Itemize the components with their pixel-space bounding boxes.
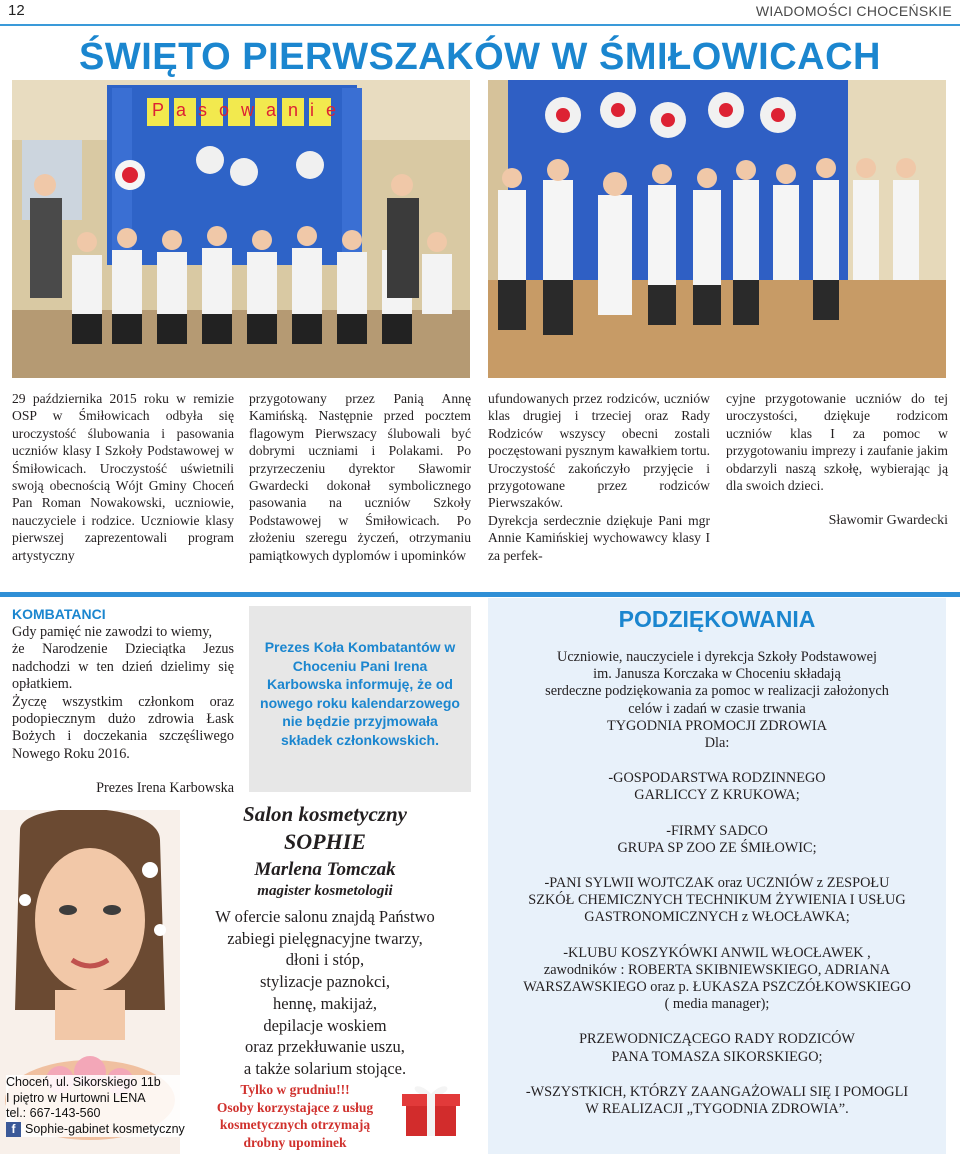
article-signature: Sławomir Gwardecki (828, 513, 948, 528)
article-column-4: cyjne przygotowanie uczniów do tej uroczystości, dziękuje rodzicom uczniów klas I za pomoc w przygotowaniu imprezy i zaufanie jakim obdarzyli naszą szkołę, wybierając ją dla swoich dzieci. (726, 391, 948, 494)
offer-line: depilacje woskiem (263, 1015, 387, 1035)
thanks-paragraph: -FIRMY SADCO GRUPA SP ZOO ZE ŚMIŁOWIC; (617, 822, 817, 856)
article-headline: ŚWIĘTO PIERWSZAKÓW W ŚMIŁOWICACH (79, 36, 881, 78)
thanks-paragraph: -KLUBU KOSZYKÓWKI ANWIL WŁOCŁAWEK , zawodników : ROBERTA SKIBNIEWSKIEGO, ADRIANA WARSZAWSKIEGO oraz p. ŁUKASZA PSZCZÓŁKOWSKIEGO ( media manager); (523, 944, 911, 1013)
kombatanci-signature: Prezes Irena Karbowska (96, 780, 234, 796)
salon-brand: SOPHIE (284, 829, 366, 854)
photo-left-illustration (12, 80, 470, 378)
salon-role: magister kosmetologii (257, 883, 393, 899)
promo-line: drobny upominek (243, 1134, 347, 1150)
salon-ad (0, 800, 470, 1154)
notice-text: Prezes Koła Kombatantów w Choceniu Pani Irena Karbowska informuję, że od nowego roku kalendarzowego nie będzie przyjmowała składek członkowskich. (260, 639, 460, 748)
photo-ceremony-left (12, 80, 470, 378)
offer-line: zabiegi pielęgnacyjne twarzy, (227, 928, 423, 948)
thanks-paragraph: Uczniowie, nauczyciele i dyrekcja Szkoły Podstawowej im. Janusza Korczaka w Choceniu składają serdeczne podziękowania za pomoc w realizacji założonych celów i zadań w czasie trwania TYGODNIA PROMOCJI ZDROWIA Dla: (545, 649, 889, 752)
salon-promo (205, 1081, 385, 1151)
section-divider (0, 592, 960, 597)
contact-location: I piętro w Hurtowni LENA (6, 1090, 146, 1105)
salon-owner: Marlena Tomczak (254, 859, 396, 880)
thanks-paragraph: -WSZYSTKICH, KTÓRZY ZAANGAŻOWALI SIĘ I POMOGLI W REALIZACJI „TYGODNIA ZDROWIA”. (525, 1083, 909, 1118)
section-title: WIADOMOŚCI CHOCEŃSKIE (755, 3, 952, 19)
offer-line: hennę, makijaż, (273, 993, 377, 1013)
kombatanci-title: KOMBATANCI (12, 606, 106, 622)
salon-name: Salon kosmetyczny (243, 802, 407, 826)
promo-line: Tylko w grudniu!!! (240, 1082, 350, 1097)
article-column-1: 29 października 2015 roku w remizie OSP w Śmiłowicach odbyła się uroczystość ślubowania i pasowania uczniów klasy I Szkoły Podstawowej w Śmiłowicach. Uroczystość uświetnili swoją obecnością Wójt Gminy Choceń Pan Roman Nowakowski, uczniowie, nauczyciele i rodzice. Uczniowie klasy pierwszej zaprezentowali program artystyczny (12, 391, 234, 563)
thanks-box (488, 598, 946, 1154)
photo-banner-text: Pasowanie (152, 100, 349, 120)
offer-line: a także solarium stojące. (243, 1058, 407, 1078)
offer-line: dłoni i stóp, (285, 950, 365, 970)
facebook-icon: f (6, 1122, 21, 1137)
salon-text-block (180, 800, 470, 1080)
thanks-paragraph: -PANI SYLWII WOJTCZAK oraz UCZNIÓW z ZESPOŁU SZKÓŁ CHEMICZNYCH TECHNIKUM ŻYWIENIA I USŁUG GASTRONOMICZNYCH z WŁOCŁAWKA; (528, 875, 906, 926)
photo-right-illustration (488, 80, 946, 378)
article-column-3: ufundowanych przez rodziców, uczniów klas drugiej i trzeciej oraz Rady Rodziców wszyscy obecni zostali poczęstowani pysznym kawałkiem tortu. Uroczystość zakończyło przyjęcie i przygotowane przez rodziców Pierwszaków. Dyrekcja serdecznie dziękuje Pani mgr Annie Kamińskiej wychowawcy klasy I za perfek- (488, 391, 710, 563)
notice-box (249, 606, 471, 792)
offer-line: W ofercie salonu znajdą Państwo (215, 907, 435, 926)
thanks-paragraph: -GOSPODARSTWA RODZINNEGO GARLICCY Z KRUKOWA; (608, 770, 826, 804)
header-rule (0, 24, 960, 26)
salon-offer (180, 906, 470, 1080)
facebook-page-name: Sophie-gabinet kosmetyczny (25, 1121, 185, 1136)
thanks-body (488, 649, 946, 1118)
promo-line: Osoby korzystające z usług (216, 1099, 374, 1115)
promo-line: kosmetycznych otrzymają (219, 1117, 371, 1132)
photo-ceremony-right (488, 80, 946, 378)
gift-icon (400, 1078, 462, 1140)
offer-line: stylizacje paznokci, (259, 972, 391, 992)
salon-contact (6, 1075, 198, 1137)
page-number: 12 (8, 2, 25, 19)
offer-line: oraz przekłuwanie uszu, (245, 1037, 405, 1057)
contact-facebook (6, 1122, 198, 1138)
kombatanci-body: Gdy pamięć nie zawodzi to wiemy, że Narodzenie Dzieciątka Jezus nadchodzi w ten dzień dzielimy się opłatkiem. Życzę wszystkim członkom oraz podopiecznym dużo zdrowia Łask Bożych i doczekania szczęśliwego Nowego Roku 2016. (12, 624, 234, 762)
article-column-2: przygotowany przez Panią Annę Kamińską. Następnie przed pocztem flagowym Pierwszacy ślubowali być dobrymi uczniami i Polakami. Po przyrzeczeniu dyrektor Sławomir Gwardecki dokonał symbolicznego pasowania na uczniów Szkoły Podstawowej w Śmiłowicach. Po złożeniu szeregu życzeń, otrzymaniu pamiątkowych dyplomów i upominków (249, 391, 471, 563)
contact-address: Choceń, ul. Sikorskiego 11b (6, 1075, 161, 1089)
thanks-title: PODZIĘKOWANIA (618, 606, 816, 632)
contact-phone: tel.: 667-143-560 (6, 1106, 101, 1120)
thanks-paragraph: PRZEWODNICZĄCEGO RADY RODZICÓW PANA TOMASZA SIKORSKIEGO; (579, 1031, 855, 1065)
